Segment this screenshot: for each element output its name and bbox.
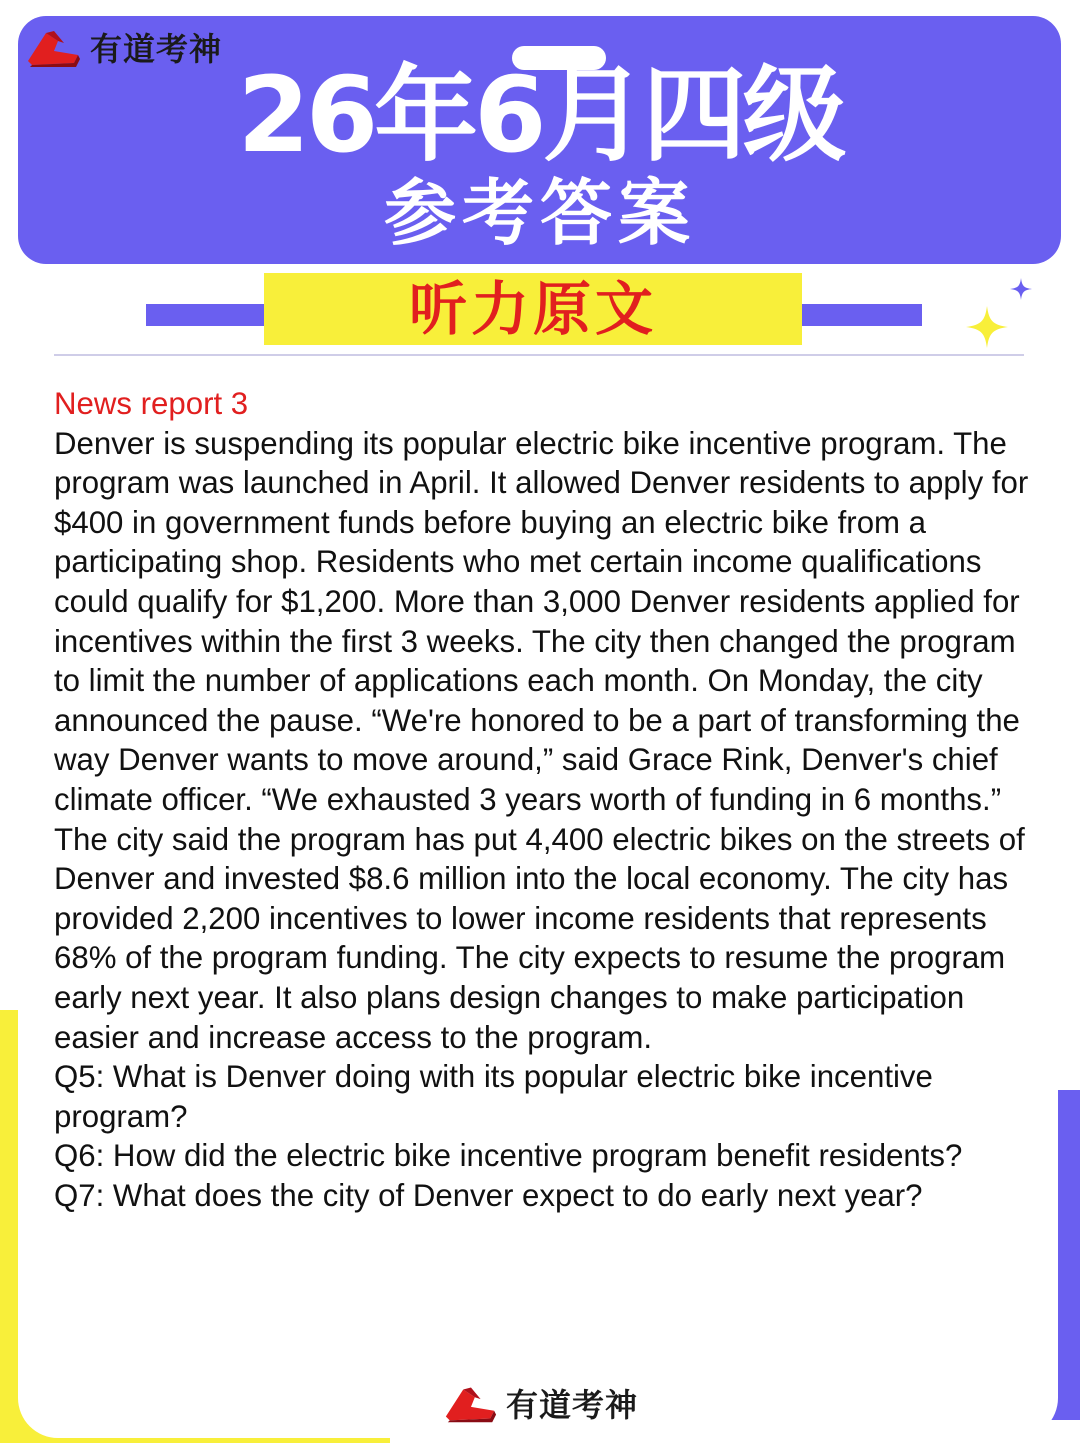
question-q5: Q5: What is Denver doing with its popular electric bike incentive program? xyxy=(54,1059,933,1134)
footer-brand-name: 有道考神 xyxy=(506,1386,639,1424)
sparkle-icon xyxy=(966,306,1008,348)
brand-name: 有道考神 xyxy=(90,30,223,68)
article-body: Denver is suspending its popular electric bike incentive program. The program was launched in April. It allowed Denver residents to apply for $400 in government funds before buying an electric bike from a participating shop. Residents who met certain income qualifications could qualify for $1,200. More than 3,000 Denver residents applied for incentives within the first 3 weeks. The city then changed the program to limit the number of applications each month. On Monday, the city announced the pause. “We're honored to be a part of transforming the way Denver wants to move around,” said Grace Rink, Denver's chief climate officer. “We exhausted 3 years worth of funding in 6 months.” The city said the program has put 4,400 electric bikes on the streets of Denver and invested $8.6 million into the local economy. The city has provided 2,200 incentives to lower income residents that represents 68% of the program funding. The city expects to resume the program early next year. It also plans design changes to make participation easier and increase access to the program. xyxy=(54,425,1029,1055)
section-label: 听力原文 xyxy=(264,273,802,345)
footer-brand-logo xyxy=(442,1380,638,1426)
article-heading: News report 3 xyxy=(54,386,249,421)
question-q7: Q7: What does the city of Denver expect to do early next year? xyxy=(54,1177,923,1213)
section-divider xyxy=(54,354,1024,356)
page-title: 26年6月四级 xyxy=(237,54,843,176)
article-content xyxy=(54,384,1039,1215)
banner-bar-left xyxy=(146,304,266,326)
question-q6: Q6: How did the electric bike incentive program benefit residents? xyxy=(54,1138,963,1174)
page-subtitle: 参考答案 xyxy=(383,171,696,255)
sparkle-small-icon xyxy=(1010,278,1032,300)
banner-bar-right xyxy=(802,304,922,326)
red-hat-logo-icon xyxy=(442,1383,498,1423)
